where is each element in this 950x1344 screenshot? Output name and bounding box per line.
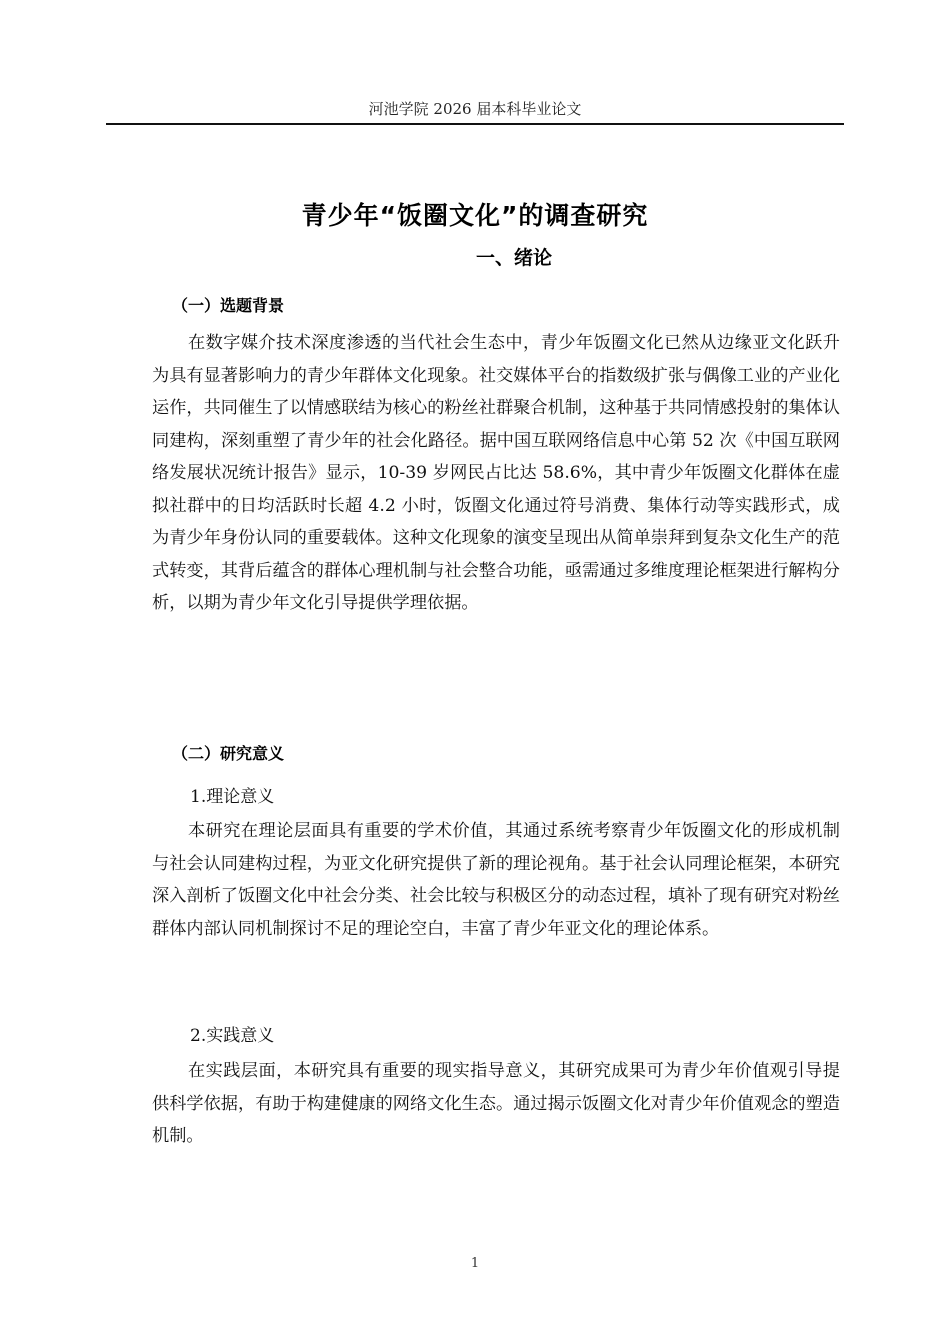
section-heading-background: （一）选题背景: [172, 296, 285, 315]
chapter-heading-text: 一、绪论: [475, 247, 552, 269]
thesis-title: 青少年“饭圈文化”的调查研究: [301, 201, 649, 230]
paragraph-background: 在数字媒介技术深度渗透的当代社会生态中，青少年饭圈文化已然从边缘亚文化跃升为具有显著影响力的青少年群体文化现象。社交媒体平台的指数级扩张与偶像工业的产业化运作，共同催生了以情感联结为核心的粉丝社群聚合机制，这种基于共同情感投射的集体认同建构，深刻重塑了青少年的社会化路径。据中国互联网络信息中心第 52 次《中国互联网络发展状况统计报告》显示，10-39 岁网民占比达 58.6%，其中青少年饭圈文化群体在虚拟社群中的日均活跃时长超 4.2 小时，饭圈文化通过符号消费、集体行动等实践形式，成为青少年身份认同的重要载体。这种文化现象的演变呈现出从简单崇拜到复杂文化生产的范式转变，其背后蕴含的群体心理机制与社会整合功能，亟需通过多维度理论框架进行解构分析，以期为青少年文化引导提供学理依据。: [152, 333, 840, 613]
subsection-heading-practice: 2.实践意义: [190, 1026, 275, 1046]
header-divider: [106, 123, 844, 125]
section-heading-significance: （二）研究意义: [172, 744, 285, 763]
paragraph-theory: 本研究在理论层面具有重要的学术价值，其通过系统考察青少年饭圈文化的形成机制与社会认同建构过程，为亚文化研究提供了新的理论视角。基于社会认同理论框架，本研究深入剖析了饭圈文化中社会分类、社会比较与积极区分的动态过程，填补了现有研究对粉丝群体内部认同机制探讨不足的理论空白，丰富了青少年亚文化的理论体系。: [152, 821, 840, 939]
subsection-heading-theory: 1.理论意义: [190, 787, 275, 807]
running-header: 河池学院 2026 届本科毕业论文: [368, 100, 582, 118]
page-number: 1: [470, 1256, 480, 1271]
chapter-heading: [0, 243, 950, 270]
paragraph-practice: 在实践层面，本研究具有重要的现实指导意义，其研究成果可为青少年价值观引导提供科学依据，有助于构建健康的网络文化生态。通过揭示饭圈文化对青少年价值观念的塑造机制。: [152, 1061, 840, 1146]
